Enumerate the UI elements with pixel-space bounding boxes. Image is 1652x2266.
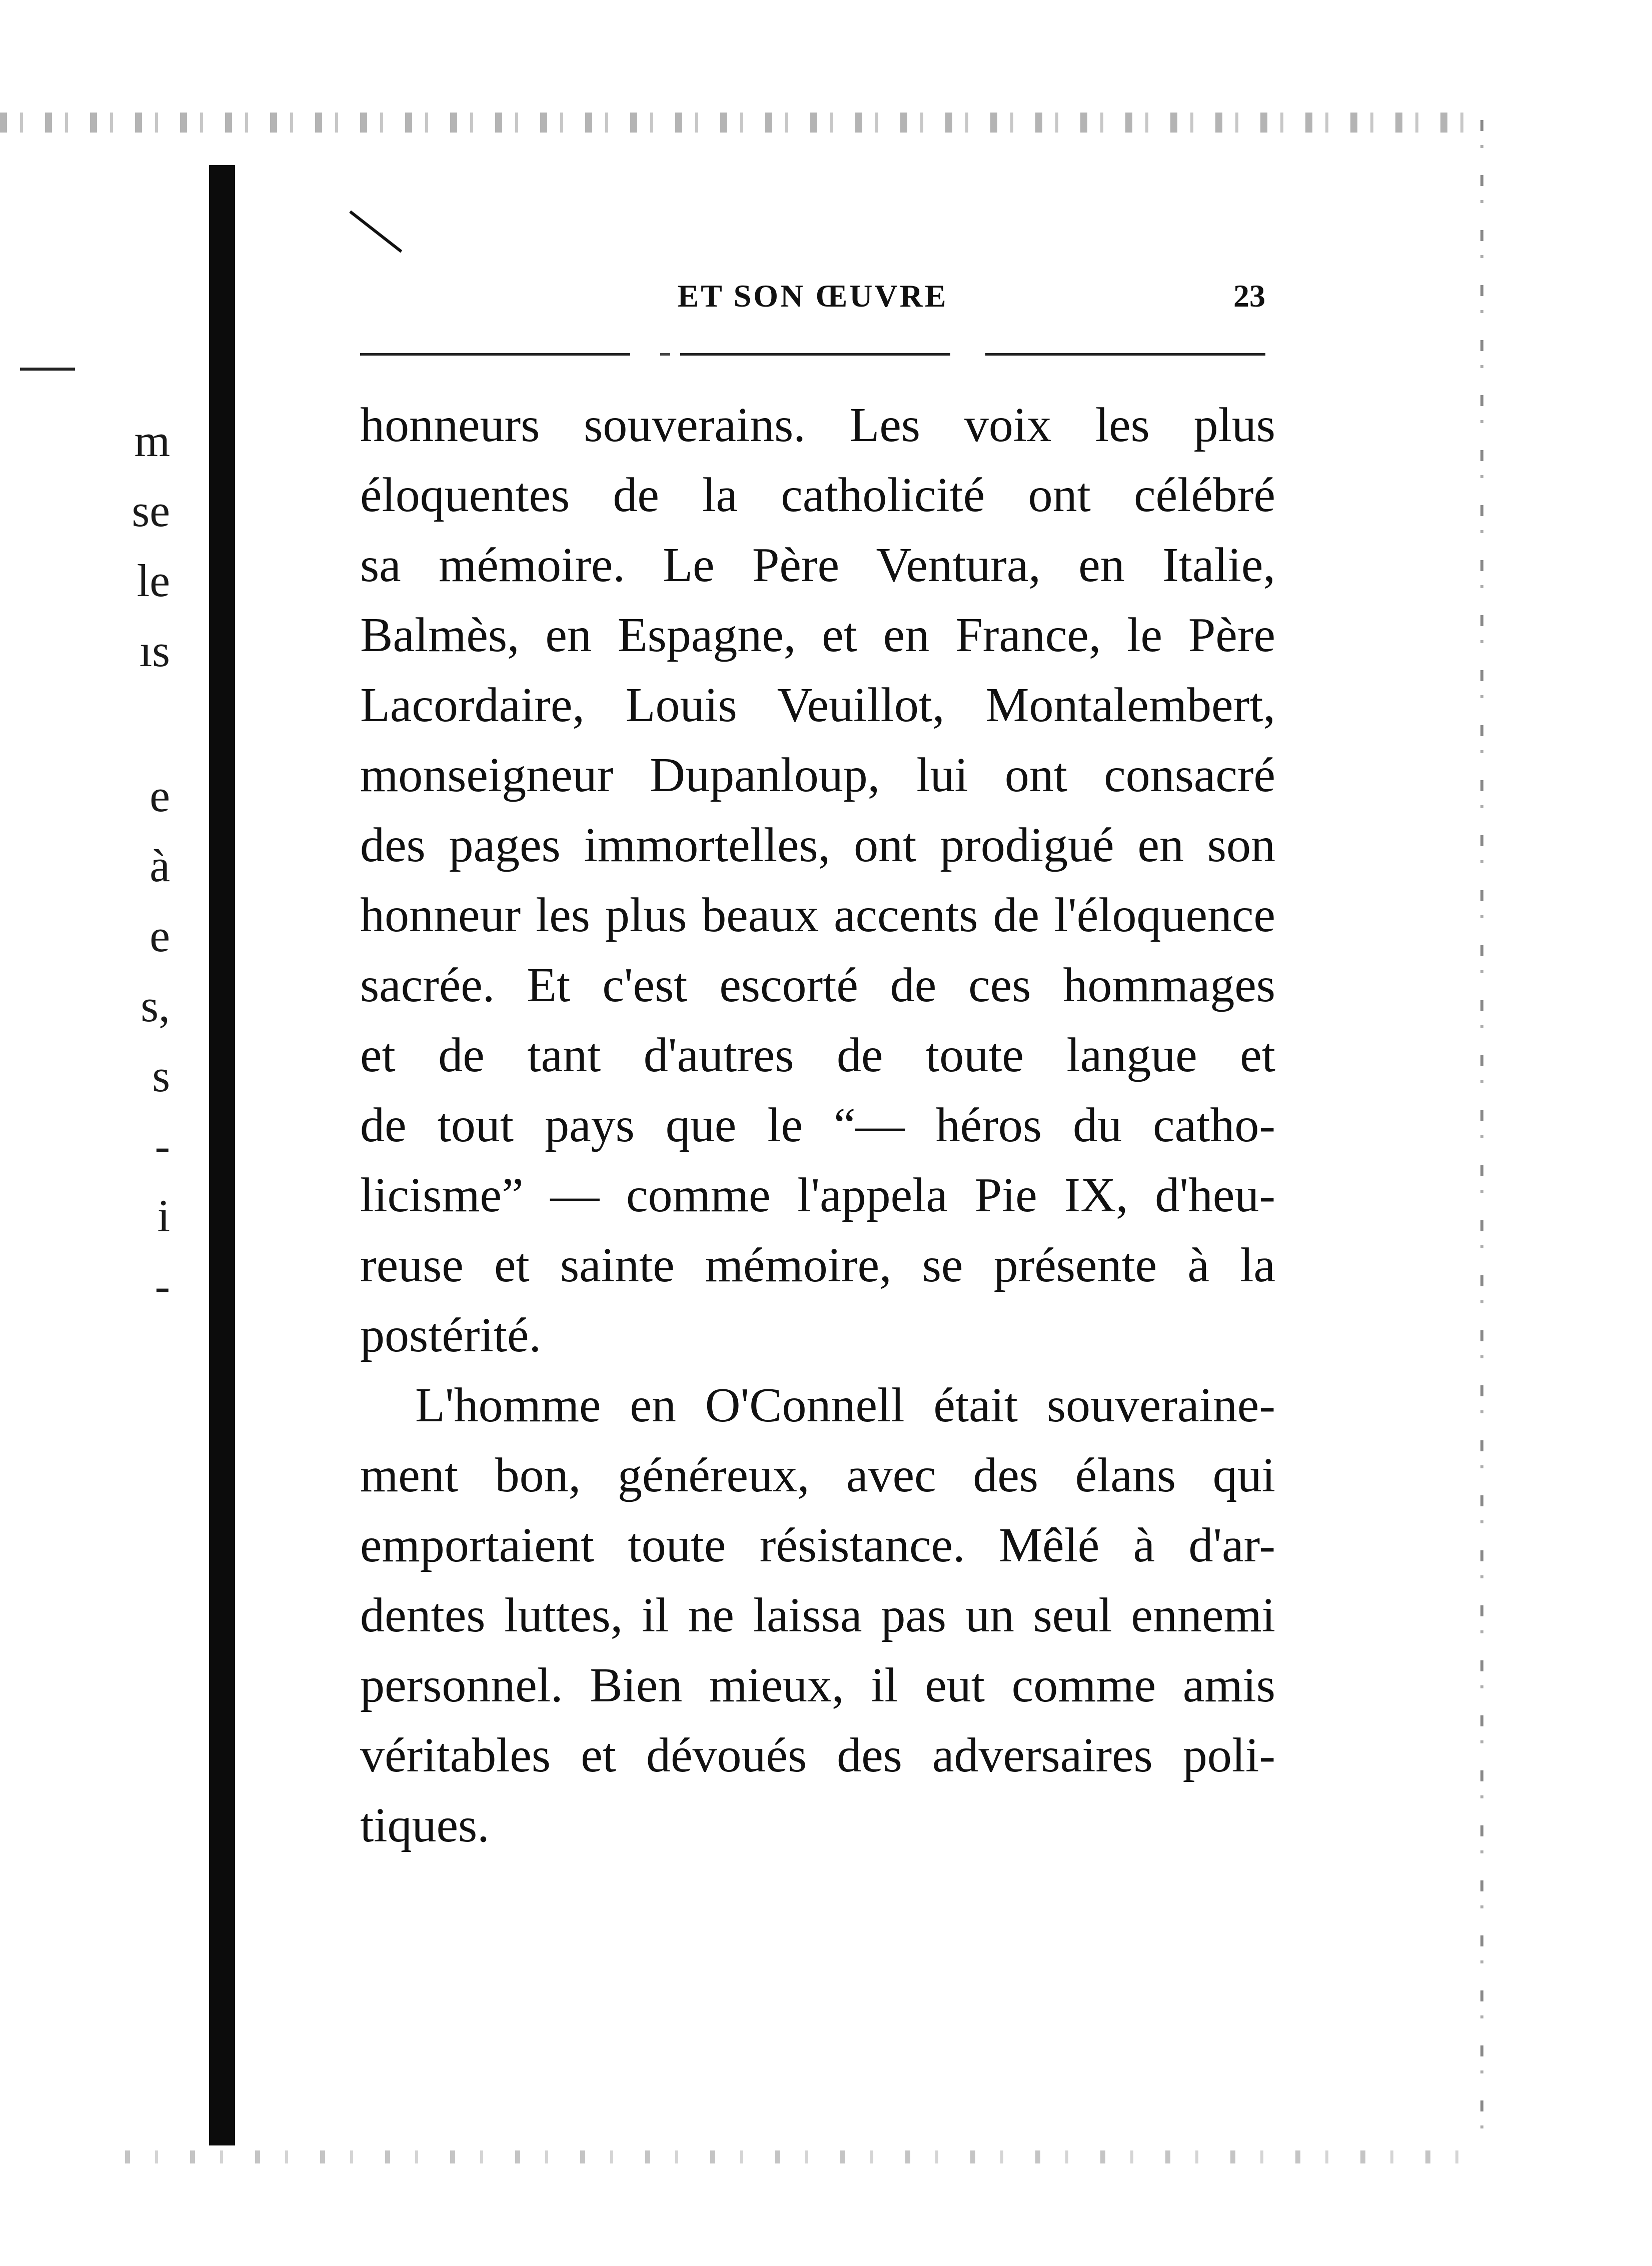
- fragment-char: s,: [141, 980, 170, 1031]
- paragraph-1: [360, 390, 1275, 1370]
- fragment-char: e: [150, 910, 170, 961]
- text-line: dentes luttes, il ne laissa pas un seul ennemi: [360, 1588, 1275, 1642]
- text-line: emportaient toute résistance. Mêlé à d'ar-: [360, 1518, 1275, 1572]
- text-line: et de tant d'autres de toute langue et: [360, 1028, 1275, 1082]
- scan-noise-top: [0, 113, 1480, 133]
- text-line: sa mémoire. Le Père Ventura, en Italie,: [360, 538, 1275, 592]
- text-line: de tout pays que le “— héros du catho-: [360, 1098, 1275, 1152]
- text-line: L'homme en O'Connell était souveraine-: [415, 1378, 1275, 1432]
- book-spine-shadow: [209, 165, 235, 2145]
- text-line: reuse et sainte mémoire, se présente à la: [360, 1238, 1275, 1292]
- fragment-char: à: [150, 840, 170, 891]
- page-number: 23: [1233, 278, 1265, 314]
- fragment-char: le: [137, 555, 170, 606]
- text-line: ment bon, généreux, avec des élans qui: [360, 1448, 1275, 1502]
- fragment-char: i: [157, 1190, 170, 1241]
- running-header: [360, 278, 1265, 323]
- text-line: postérité.: [360, 1308, 541, 1362]
- text-line: des pages immortelles, ont prodigué en son: [360, 818, 1275, 872]
- body-text: [360, 390, 1275, 1860]
- running-title: ET SON ŒUVRE: [677, 278, 948, 314]
- fragment-char: se: [132, 485, 170, 536]
- fragment-dash: [20, 368, 75, 371]
- stray-pen-mark: [349, 211, 402, 253]
- text-line: personnel. Bien mieux, il eut comme amis: [360, 1658, 1275, 1712]
- header-rule: [360, 353, 1265, 356]
- fragment-char: -: [155, 1260, 170, 1311]
- fragment-char: m: [134, 415, 170, 466]
- text-line: tiques.: [360, 1798, 490, 1852]
- text-line: véritables et dévoués des adversaires poli-: [360, 1728, 1275, 1782]
- scan-noise-bottom: [125, 2150, 1475, 2163]
- page-edge-right: [1480, 120, 1483, 2150]
- paragraph-2: [360, 1370, 1275, 1860]
- text-line: Lacordaire, Louis Veuillot, Montalembert,: [360, 678, 1275, 732]
- text-line: éloquentes de la catholicité ont célébré: [360, 468, 1275, 522]
- text-line: Balmès, en Espagne, et en France, le Père: [360, 608, 1275, 662]
- text-line: sacrée. Et c'est escorté de ces hommages: [360, 958, 1275, 1012]
- fragment-char: e: [150, 770, 170, 821]
- text-line: monseigneur Dupanloup, lui ont consacré: [360, 748, 1275, 802]
- fragment-char: ıs: [139, 625, 170, 676]
- neighbouring-page-fragment: [0, 0, 210, 2266]
- fragment-char: -: [155, 1120, 170, 1171]
- text-line: honneurs souverains. Les voix les plus: [360, 398, 1275, 452]
- text-line: honneur les plus beaux accents de l'éloquence: [360, 888, 1275, 942]
- fragment-char: s: [152, 1050, 170, 1101]
- text-line: licisme” — comme l'appela Pie IX, d'heu-: [360, 1168, 1275, 1222]
